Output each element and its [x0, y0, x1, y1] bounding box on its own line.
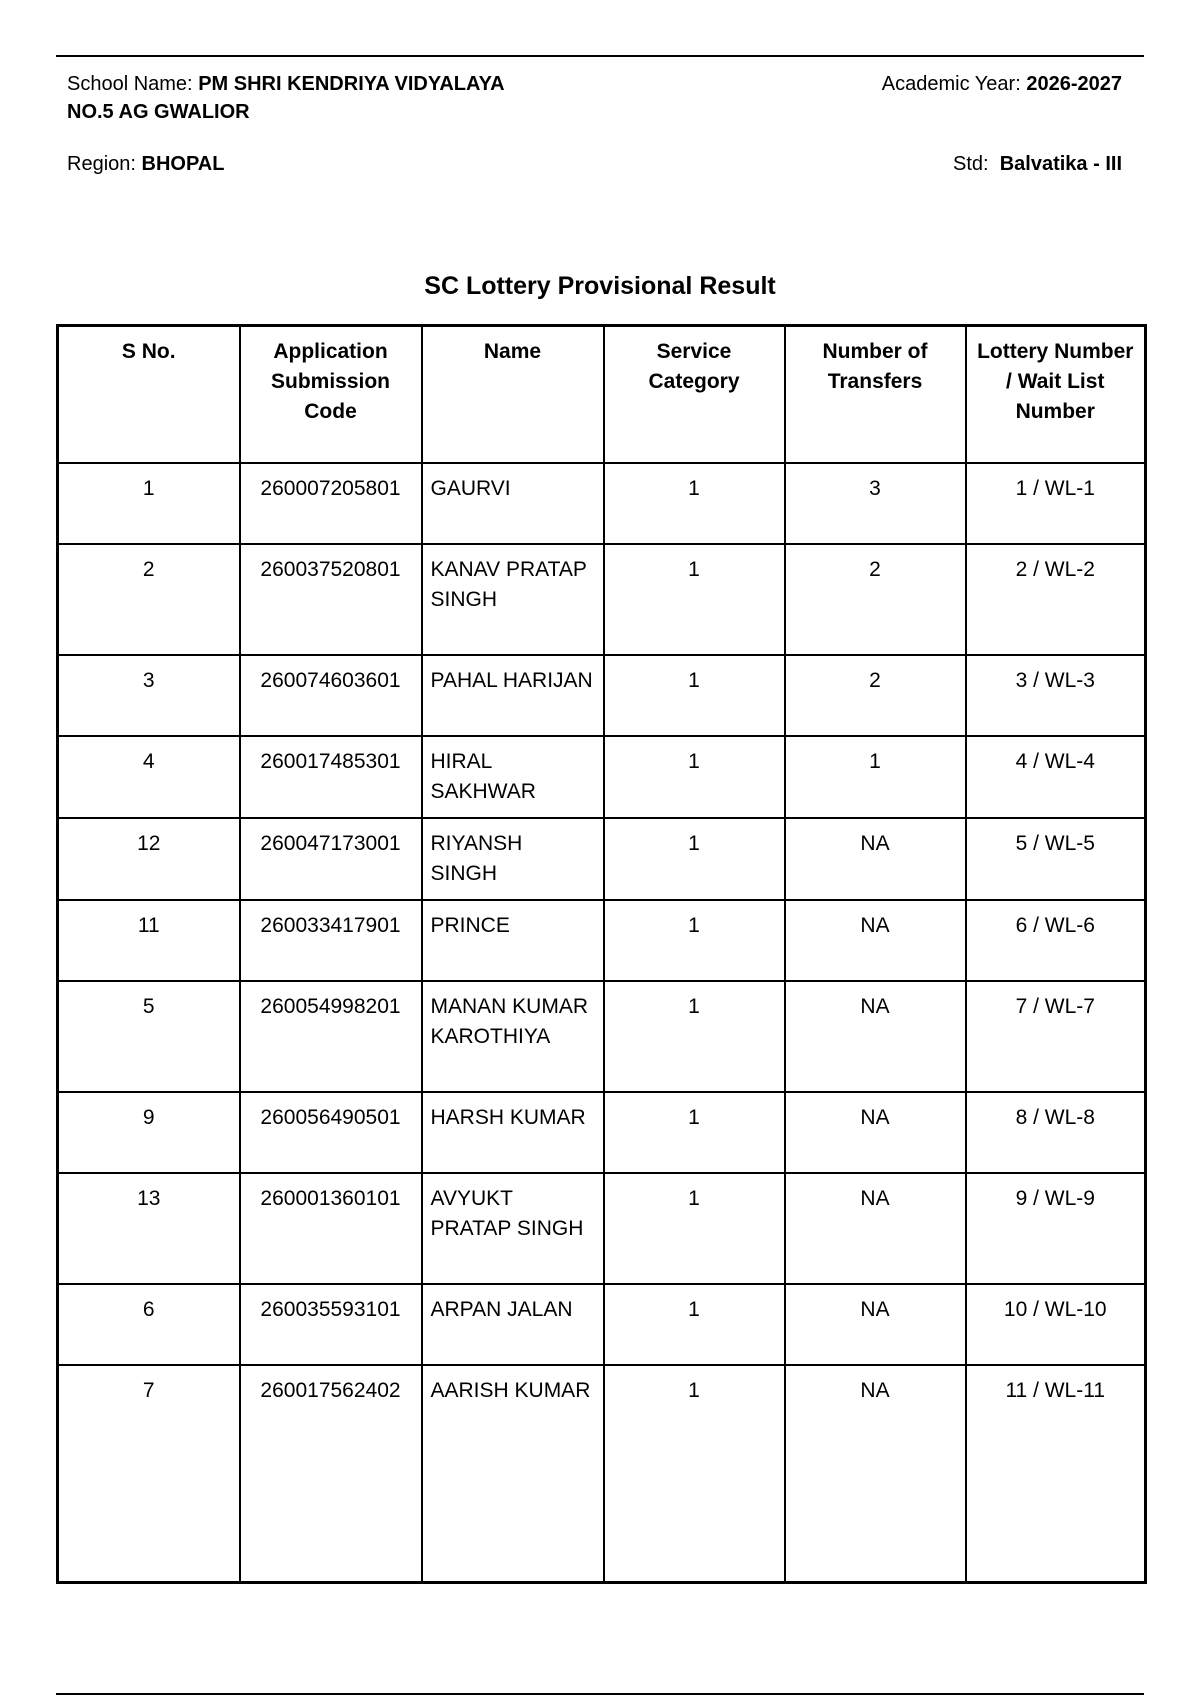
cell-code: 260035593101 — [240, 1284, 422, 1365]
cell-lottery: 4 / WL-4 — [966, 736, 1146, 818]
academic-year-field — [882, 70, 1122, 98]
cell-code: 260033417901 — [240, 900, 422, 981]
cell-lottery: 10 / WL-10 — [966, 1284, 1146, 1365]
cell-transfers: 1 — [785, 736, 966, 818]
cell-transfers: NA — [785, 981, 966, 1092]
cell-name: KANAV PRATAP SINGH — [422, 544, 604, 655]
cell-sno: 7 — [58, 1365, 240, 1583]
cell-transfers: 2 — [785, 655, 966, 736]
cell-sno: 11 — [58, 900, 240, 981]
table-body — [58, 463, 1146, 1583]
cell-name: HARSH KUMAR — [422, 1092, 604, 1173]
table-row — [58, 736, 1146, 818]
table-row — [58, 544, 1146, 655]
cell-sno: 9 — [58, 1092, 240, 1173]
school-name-value: PM SHRI KENDRIYA VIDYALAYA NO.5 AG GWALIOR — [67, 73, 504, 123]
cell-sno: 5 — [58, 981, 240, 1092]
cell-category: 1 — [604, 1092, 785, 1173]
col-header-lottery: Lottery Number / Wait List Number — [966, 326, 1146, 464]
cell-lottery: 9 / WL-9 — [966, 1173, 1146, 1284]
cell-lottery: 3 / WL-3 — [966, 655, 1146, 736]
col-header-transfers: Number of Transfers — [785, 326, 966, 464]
cell-code: 260017562402 — [240, 1365, 422, 1583]
cell-category: 1 — [604, 1173, 785, 1284]
header-row — [58, 326, 1146, 464]
cell-category: 1 — [604, 736, 785, 818]
cell-transfers: NA — [785, 900, 966, 981]
table-row — [58, 655, 1146, 736]
cell-transfers: NA — [785, 1365, 966, 1583]
cell-lottery: 5 / WL-5 — [966, 818, 1146, 900]
cell-name: HIRAL SAKHWAR — [422, 736, 604, 818]
cell-lottery: 6 / WL-6 — [966, 900, 1146, 981]
table-header — [58, 326, 1146, 464]
cell-code: 260001360101 — [240, 1173, 422, 1284]
cell-category: 1 — [604, 900, 785, 981]
cell-code: 260056490501 — [240, 1092, 422, 1173]
academic-year-label: Academic Year: — [881, 73, 1021, 95]
cell-name: ARPAN JALAN — [422, 1284, 604, 1365]
cell-name: PRINCE — [422, 900, 604, 981]
cell-code: 260037520801 — [240, 544, 422, 655]
region-field — [67, 150, 224, 178]
cell-code: 260007205801 — [240, 463, 422, 544]
cell-sno: 2 — [58, 544, 240, 655]
cell-transfers: NA — [785, 1173, 966, 1284]
cell-sno: 13 — [58, 1173, 240, 1284]
cell-category: 1 — [604, 1284, 785, 1365]
cell-name: RIYANSH SINGH — [422, 818, 604, 900]
cell-lottery: 8 / WL-8 — [966, 1092, 1146, 1173]
cell-code: 260047173001 — [240, 818, 422, 900]
table-row — [58, 1284, 1146, 1365]
table-row — [58, 1173, 1146, 1284]
table-row — [58, 463, 1146, 544]
bottom-rule — [56, 1693, 1144, 1695]
cell-sno: 6 — [58, 1284, 240, 1365]
cell-lottery: 1 / WL-1 — [966, 463, 1146, 544]
col-header-name: Name — [422, 326, 604, 464]
cell-sno: 1 — [58, 463, 240, 544]
cell-name: AARISH KUMAR — [422, 1365, 604, 1583]
cell-transfers: NA — [785, 818, 966, 900]
table-row — [58, 900, 1146, 981]
cell-category: 1 — [604, 544, 785, 655]
cell-name: AVYUKT PRATAP SINGH — [422, 1173, 604, 1284]
lottery-result-table — [56, 324, 1147, 1584]
col-header-sno: S No. — [58, 326, 240, 464]
cell-category: 1 — [604, 1365, 785, 1583]
cell-transfers: NA — [785, 1284, 966, 1365]
table-row — [58, 818, 1146, 900]
cell-sno: 4 — [58, 736, 240, 818]
top-rule — [56, 55, 1144, 57]
std-field — [953, 150, 1122, 178]
page-title: SC Lottery Provisional Result — [424, 272, 776, 300]
cell-name: MANAN KUMAR KAROTHIYA — [422, 981, 604, 1092]
table-row — [58, 1092, 1146, 1173]
cell-lottery: 2 / WL-2 — [966, 544, 1146, 655]
cell-name: PAHAL HARIJAN — [422, 655, 604, 736]
cell-sno: 12 — [58, 818, 240, 900]
cell-lottery: 11 / WL-11 — [966, 1365, 1146, 1583]
cell-transfers: 3 — [785, 463, 966, 544]
region-label: Region: — [67, 153, 136, 175]
cell-category: 1 — [604, 463, 785, 544]
col-header-code: Application Submission Code — [240, 326, 422, 464]
school-name-field — [67, 70, 507, 126]
cell-transfers: 2 — [785, 544, 966, 655]
table-row — [58, 981, 1146, 1092]
col-header-category: Service Category — [604, 326, 785, 464]
school-name-label: School Name: — [67, 73, 193, 95]
cell-category: 1 — [604, 818, 785, 900]
cell-name: GAURVI — [422, 463, 604, 544]
std-value: Balvatika - III — [999, 153, 1122, 175]
cell-category: 1 — [604, 981, 785, 1092]
region-value: BHOPAL — [141, 153, 225, 175]
table-row — [58, 1365, 1146, 1583]
cell-transfers: NA — [785, 1092, 966, 1173]
cell-sno: 3 — [58, 655, 240, 736]
cell-code: 260017485301 — [240, 736, 422, 818]
cell-code: 260074603601 — [240, 655, 422, 736]
cell-category: 1 — [604, 655, 785, 736]
academic-year-value: 2026-2027 — [1026, 73, 1122, 95]
cell-code: 260054998201 — [240, 981, 422, 1092]
std-label: Std: — [953, 153, 989, 175]
cell-lottery: 7 / WL-7 — [966, 981, 1146, 1092]
